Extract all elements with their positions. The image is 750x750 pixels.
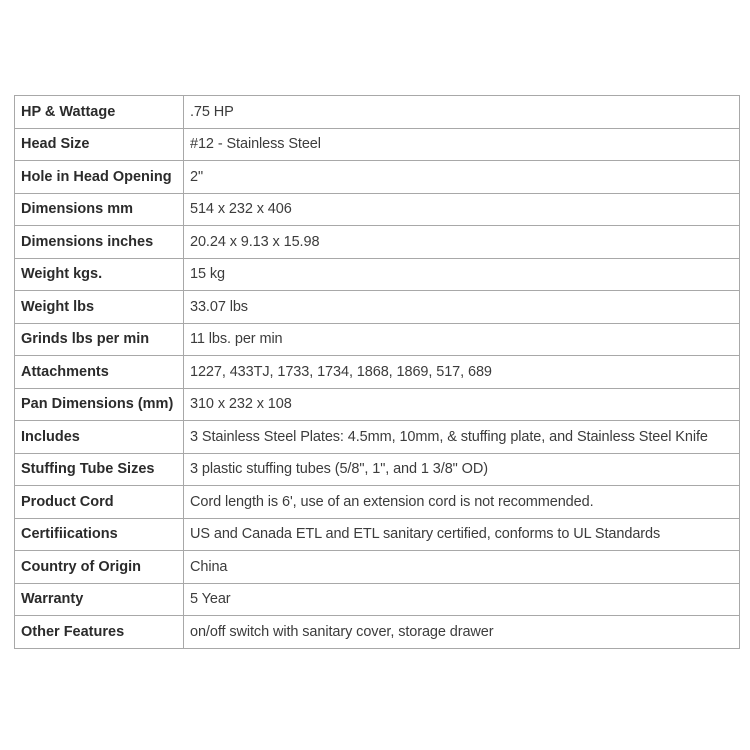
table-row <box>15 388 740 421</box>
spec-label: Includes <box>15 421 184 454</box>
spec-label: Product Cord <box>15 486 184 519</box>
table-row <box>15 486 740 519</box>
table-row <box>15 258 740 291</box>
spec-label: Certifiications <box>15 518 184 551</box>
table-row <box>15 291 740 324</box>
table-row <box>15 128 740 161</box>
spec-value: Cord length is 6', use of an extension cord is not recommended. <box>184 486 740 519</box>
spec-value: on/off switch with sanitary cover, storage drawer <box>184 616 740 649</box>
table-row <box>15 193 740 226</box>
table-row <box>15 518 740 551</box>
spec-value: US and Canada ETL and ETL sanitary certified, conforms to UL Standards <box>184 518 740 551</box>
spec-label: Weight kgs. <box>15 258 184 291</box>
spec-label: Other Features <box>15 616 184 649</box>
spec-value: 33.07 lbs <box>184 291 740 324</box>
table-row <box>15 616 740 649</box>
spec-label: Country of Origin <box>15 551 184 584</box>
spec-value: 310 x 232 x 108 <box>184 388 740 421</box>
spec-label: Weight lbs <box>15 291 184 324</box>
table-row <box>15 356 740 389</box>
table-row <box>15 421 740 454</box>
spec-value: 5 Year <box>184 583 740 616</box>
table-row <box>15 551 740 584</box>
spec-label: Attachments <box>15 356 184 389</box>
spec-label: Stuffing Tube Sizes <box>15 453 184 486</box>
spec-value: .75 HP <box>184 96 740 129</box>
table-row <box>15 96 740 129</box>
spec-label: Grinds lbs per min <box>15 323 184 356</box>
table-row <box>15 583 740 616</box>
spec-label: Dimensions mm <box>15 193 184 226</box>
spec-value: China <box>184 551 740 584</box>
table-row <box>15 161 740 194</box>
table-row <box>15 323 740 356</box>
spec-value: 2" <box>184 161 740 194</box>
spec-table <box>14 95 740 649</box>
spec-value: 15 kg <box>184 258 740 291</box>
spec-value: 3 plastic stuffing tubes (5/8", 1", and 1 3/8" OD) <box>184 453 740 486</box>
spec-label: Warranty <box>15 583 184 616</box>
spec-label: Head Size <box>15 128 184 161</box>
spec-value: 20.24 x 9.13 x 15.98 <box>184 226 740 259</box>
spec-value: 514 x 232 x 406 <box>184 193 740 226</box>
spec-label: Hole in Head Opening <box>15 161 184 194</box>
spec-value: #12 - Stainless Steel <box>184 128 740 161</box>
spec-label: HP & Wattage <box>15 96 184 129</box>
table-row <box>15 453 740 486</box>
spec-label: Pan Dimensions (mm) <box>15 388 184 421</box>
table-row <box>15 226 740 259</box>
spec-value: 3 Stainless Steel Plates: 4.5mm, 10mm, & stuffing plate, and Stainless Steel Knife <box>184 421 740 454</box>
spec-value: 1227, 433TJ, 1733, 1734, 1868, 1869, 517, 689 <box>184 356 740 389</box>
spec-label: Dimensions inches <box>15 226 184 259</box>
spec-value: 11 lbs. per min <box>184 323 740 356</box>
